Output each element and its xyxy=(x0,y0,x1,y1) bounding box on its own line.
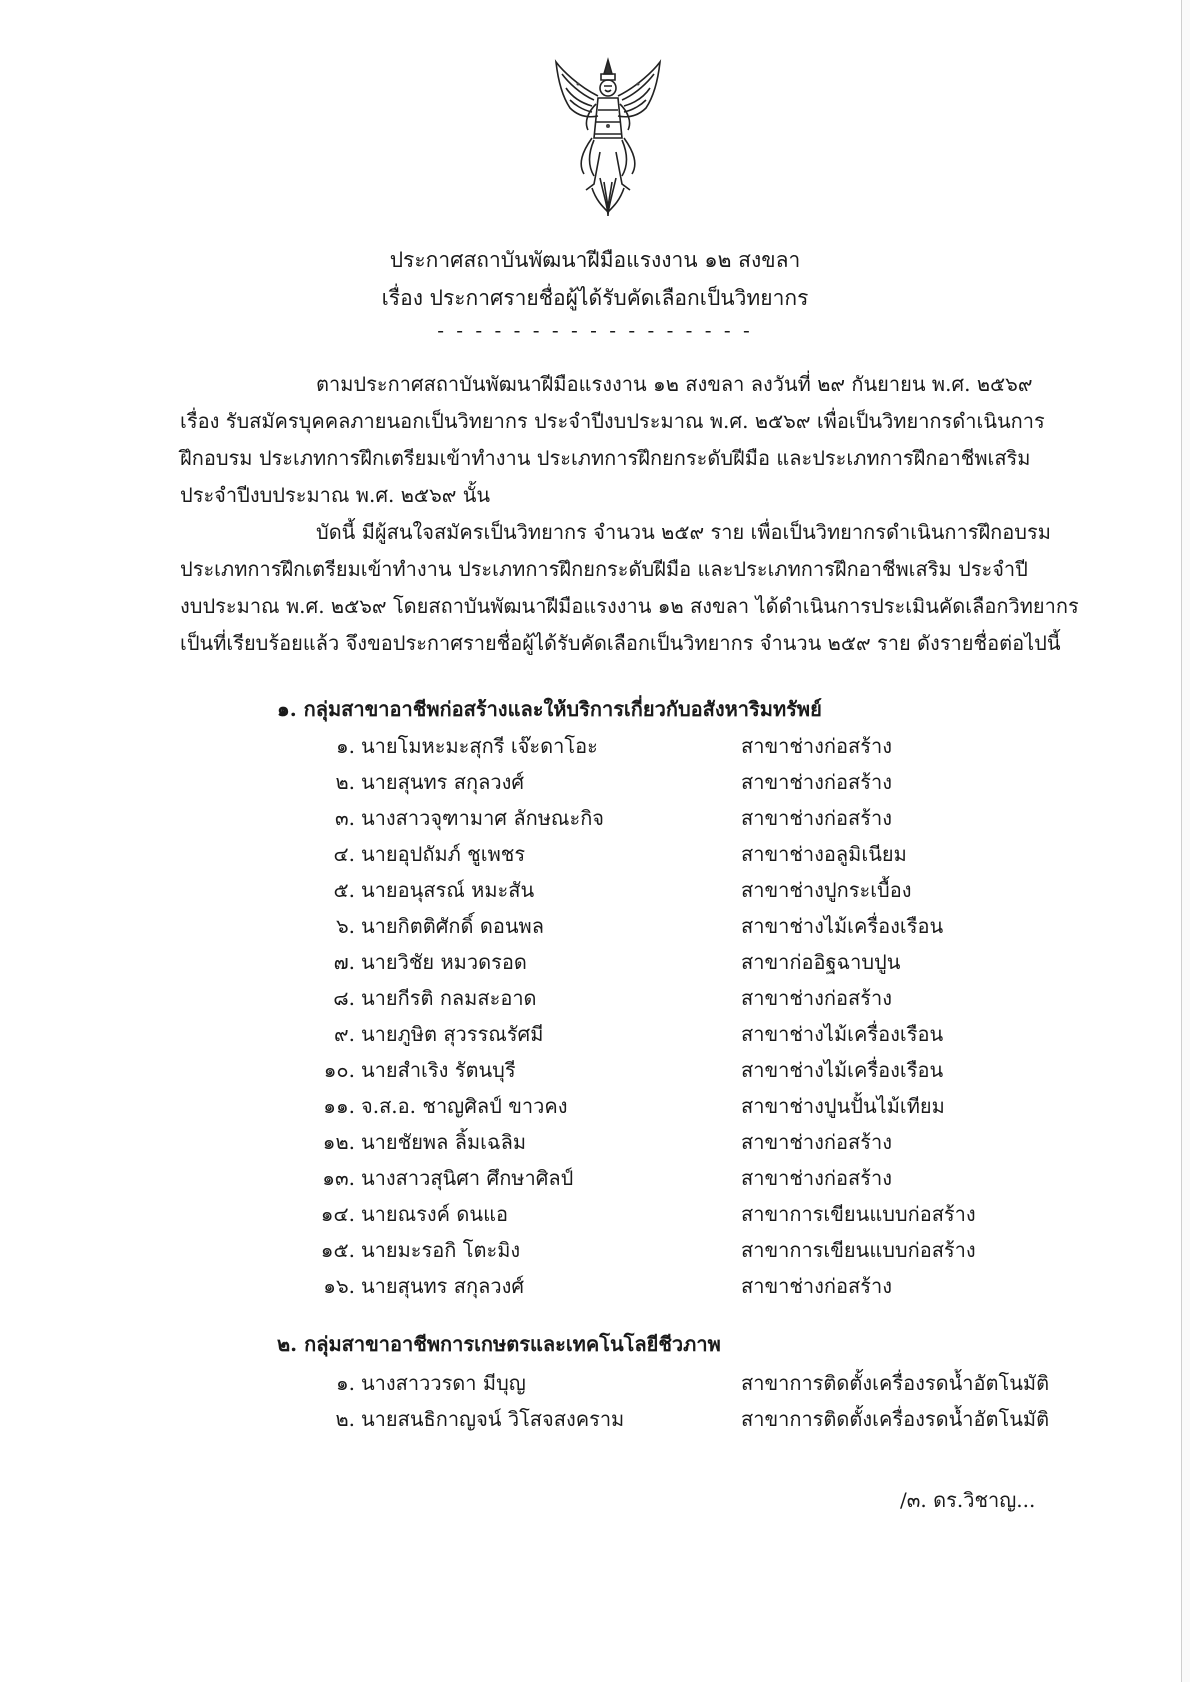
item-number: ๕. xyxy=(333,878,355,902)
intro-paragraph xyxy=(180,366,1080,514)
list-item xyxy=(0,1270,1190,1306)
list-item xyxy=(0,766,1190,802)
person-name: นายมะรอกิ โตะมิง xyxy=(361,1238,521,1262)
list-item xyxy=(0,1367,1190,1403)
item-number: ๘. xyxy=(333,986,355,1010)
item-number: ๑๕. xyxy=(320,1238,355,1262)
person-name: นายอุปถัมภ์ ชูเพชร xyxy=(361,842,526,866)
group-heading: ๑. กลุ่มสาขาอาชีพก่อสร้างและให้บริการเกี่ยวกับอสังหาริมทรัพย์ xyxy=(277,697,822,721)
person-name: นายโมหะมะสุกรี เจ๊ะดาโอะ xyxy=(361,734,598,758)
item-number: ๙. xyxy=(333,1022,355,1046)
list-item xyxy=(0,982,1190,1018)
branch-name: สาขาการเขียนแบบก่อสร้าง xyxy=(741,1238,976,1262)
list-item xyxy=(0,730,1190,766)
result-line: บัดนี้ มีผู้สนใจสมัครเป็นวิทยากร จำนวน ๒๕๙ ราย เพื่อเป็นวิทยากรดำเนินการฝึกอบรม xyxy=(316,520,1051,544)
item-number: ๒. xyxy=(335,770,355,794)
person-name: นายกีรติ กลมสะอาด xyxy=(361,986,537,1010)
item-number: ๑. xyxy=(335,1371,355,1395)
result-line: เป็นที่เรียบร้อยแล้ว จึงขอประกาศรายชื่อผู้ได้รับคัดเลือกเป็นวิทยากร จำนวน ๒๕๙ ราย ดังรายชื่อต่อไปนี้ xyxy=(180,631,1061,655)
announcement-subject: เรื่อง ประกาศรายชื่อผู้ได้รับคัดเลือกเป็นวิทยากร xyxy=(381,286,809,310)
item-number: ๑๖. xyxy=(323,1274,355,1298)
branch-name: สาขาการติดตั้งเครื่องรดน้ำอัตโนมัติ xyxy=(741,1371,1050,1395)
intro-line: ตามประกาศสถาบันพัฒนาฝีมือแรงงาน ๑๒ สงขลา ลงวันที่ ๒๙ กันยายน พ.ศ. ๒๕๖๙ xyxy=(316,372,1033,396)
person-name: นายสำเริง รัตนบุรี xyxy=(361,1058,516,1082)
branch-name: สาขาช่างก่อสร้าง xyxy=(741,1274,892,1298)
list-item xyxy=(0,1126,1190,1162)
item-number: ๑๑. xyxy=(323,1094,355,1118)
item-number: ๖. xyxy=(335,914,355,938)
branch-name: สาขาการติดตั้งเครื่องรดน้ำอัตโนมัติ xyxy=(741,1407,1050,1431)
list-item xyxy=(0,1162,1190,1198)
item-number: ๗. xyxy=(333,950,355,974)
person-name: นายณรงค์ ดนแอ xyxy=(361,1202,508,1226)
intro-line: เรื่อง รับสมัครบุคคลภายนอกเป็นวิทยากร ประจำปีงบประมาณ พ.ศ. ๒๕๖๙ เพื่อเป็นวิทยากรดำเนินการ xyxy=(180,409,1045,433)
list-item xyxy=(0,1234,1190,1270)
group-heading: ๒. กลุ่มสาขาอาชีพการเกษตรและเทคโนโลยีชีวภาพ xyxy=(277,1332,721,1356)
list-item xyxy=(0,838,1190,874)
list-item xyxy=(0,1018,1190,1054)
person-name: นายกิตติศักดิ์ ดอนพล xyxy=(361,914,544,938)
item-number: ๓. xyxy=(334,806,355,830)
branch-name: สาขาก่ออิฐฉาบปูน xyxy=(741,950,901,974)
branch-name: สาขาช่างไม้เครื่องเรือน xyxy=(741,1058,944,1082)
list-item xyxy=(0,1054,1190,1090)
person-name: จ.ส.อ. ชาญศิลป์ ขาวคง xyxy=(361,1094,568,1118)
result-line: ประเภทการฝึกเตรียมเข้าทำงาน ประเภทการฝึกยกระดับฝีมือ และประเภทการฝึกอาชีพเสริม ประจำปี xyxy=(180,557,1028,581)
list-item xyxy=(0,1198,1190,1234)
item-number: ๑๓. xyxy=(322,1166,355,1190)
person-name: นายสนธิกาญจน์ วิโสจสงคราม xyxy=(361,1407,625,1431)
item-number: ๔. xyxy=(333,842,355,866)
list-item xyxy=(0,802,1190,838)
continuation-note: /๓. ดร.วิชาญ... xyxy=(900,1488,1036,1512)
result-paragraph xyxy=(180,514,1080,662)
person-name: นางสาววรดา มีบุญ xyxy=(361,1371,526,1395)
branch-name: สาขาช่างปูนปั้นไม้เทียม xyxy=(741,1094,945,1118)
person-name: นายสุนทร สกุลวงศ์ xyxy=(361,770,525,794)
branch-name: สาขาช่างก่อสร้าง xyxy=(741,1166,892,1190)
list-item xyxy=(0,874,1190,910)
branch-name: สาขาการเขียนแบบก่อสร้าง xyxy=(741,1202,976,1226)
garuda-emblem xyxy=(548,56,668,221)
announcement-title: ประกาศสถาบันพัฒนาฝีมือแรงงาน ๑๒ สงขลา xyxy=(389,248,801,272)
list-item xyxy=(0,1090,1190,1126)
person-name: นายอนุสรณ์ หมะสัน xyxy=(361,878,535,902)
result-line: งบประมาณ พ.ศ. ๒๕๖๙ โดยสถาบันพัฒนาฝีมือแรงงาน ๑๒ สงขลา ได้ดำเนินการประเมินคัดเลือกวิทยากร xyxy=(180,594,1079,618)
separator-line: - - - - - - - - - - - - - - - - - xyxy=(437,318,753,342)
branch-name: สาขาช่างก่อสร้าง xyxy=(741,734,892,758)
intro-line: ฝึกอบรม ประเภทการฝึกเตรียมเข้าทำงาน ประเภทการฝึกยกระดับฝีมือ และประเภทการฝึกอาชีพเสริม xyxy=(180,446,1031,470)
intro-line: ประจำปีงบประมาณ พ.ศ. ๒๕๖๙ นั้น xyxy=(180,483,491,507)
branch-name: สาขาช่างก่อสร้าง xyxy=(741,1130,892,1154)
branch-name: สาขาช่างก่อสร้าง xyxy=(741,986,892,1010)
branch-name: สาขาช่างไม้เครื่องเรือน xyxy=(741,1022,944,1046)
item-number: ๑๐. xyxy=(323,1058,355,1082)
list-item xyxy=(0,910,1190,946)
person-name: นายวิชัย หมวดรอด xyxy=(361,950,527,974)
branch-name: สาขาช่างก่อสร้าง xyxy=(741,770,892,794)
list-item xyxy=(0,946,1190,982)
item-number: ๑๔. xyxy=(320,1202,355,1226)
list-item xyxy=(0,1403,1190,1439)
person-name: นายสุนทร สกุลวงศ์ xyxy=(361,1274,525,1298)
item-number: ๑๒. xyxy=(322,1130,355,1154)
branch-name: สาขาช่างไม้เครื่องเรือน xyxy=(741,914,944,938)
item-number: ๑. xyxy=(335,734,355,758)
person-name: นายภูษิต สุวรรณรัศมี xyxy=(361,1022,544,1046)
branch-name: สาขาช่างก่อสร้าง xyxy=(741,806,892,830)
person-name: นางสาวจุฑามาศ ลักษณะกิจ xyxy=(361,806,605,830)
person-name: นายชัยพล ลิ้มเฉลิม xyxy=(361,1130,527,1154)
person-name: นางสาวสุนิศา ศึกษาศิลป์ xyxy=(361,1166,574,1190)
branch-name: สาขาช่างปูกระเบื้อง xyxy=(741,878,912,902)
branch-name: สาขาช่างอลูมิเนียม xyxy=(741,842,907,866)
item-number: ๒. xyxy=(335,1407,355,1431)
